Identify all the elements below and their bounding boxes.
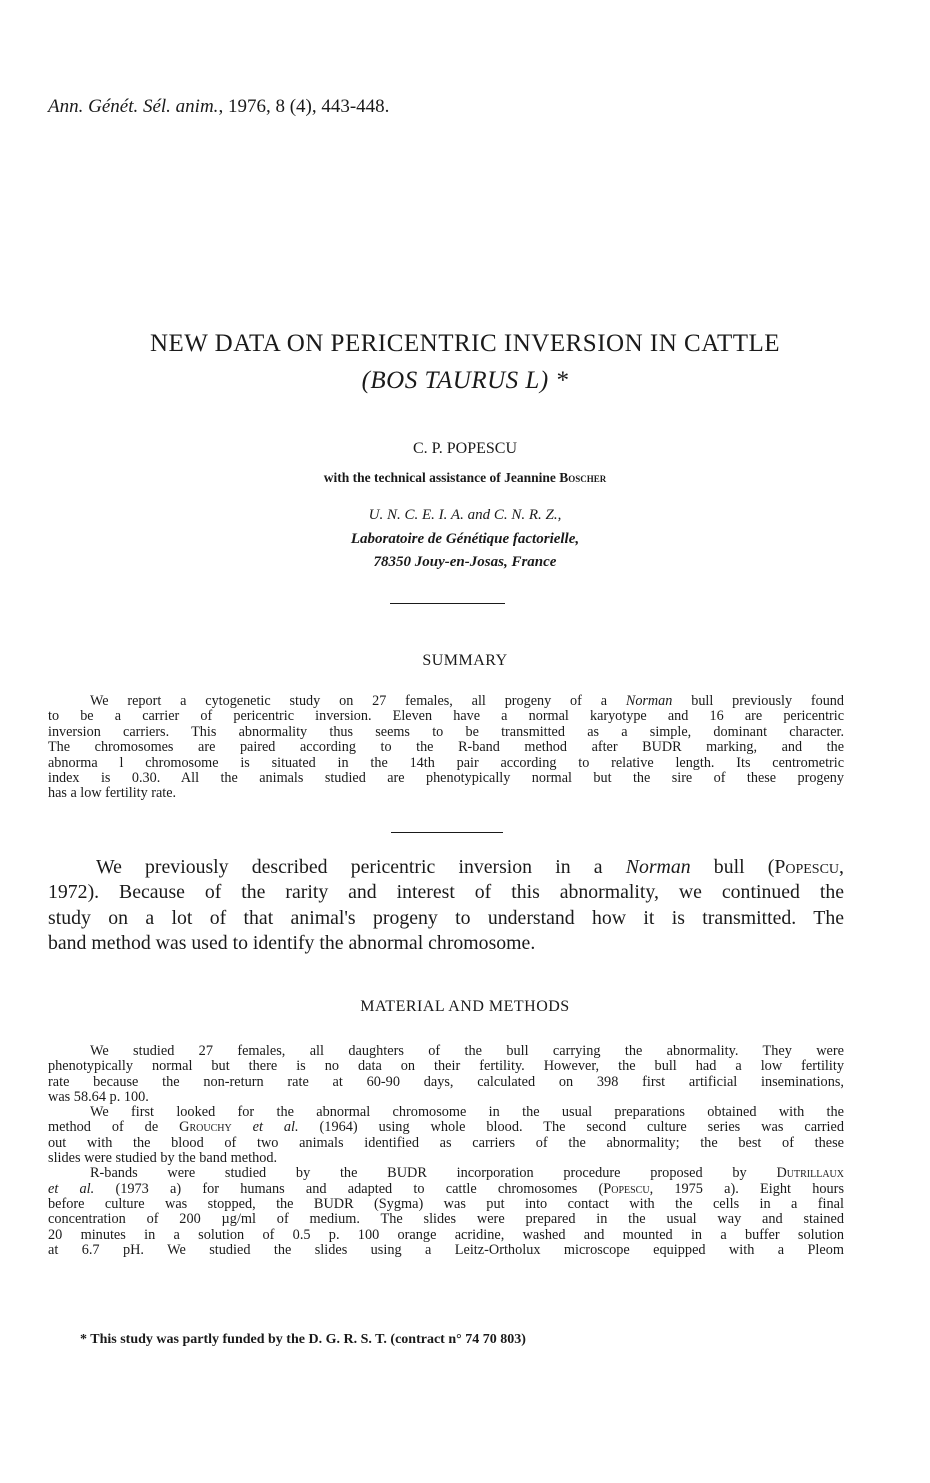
methods-line: out with the blood of two animals identified as carriers of the abnormality; the best of these — [48, 1134, 844, 1151]
separator-rule — [390, 603, 505, 604]
affiliation-line-2: Laboratoire de Génétique factorielle, — [350, 531, 580, 547]
summary-line: inversion carriers. This abnormality thus seems to be transmitted as a simple, dominant character. — [48, 723, 844, 740]
summary-line: to be a carrier of pericentric inversion. Eleven have a normal karyotype and 16 are pericentric — [48, 708, 844, 725]
intro-line: We previously described pericentric inversion in a Norman bull (Popescu, — [96, 856, 844, 878]
assistant-surname: Boscher — [559, 470, 607, 485]
summary-line: index is 0.30. All the animals studied are phenotypically normal but the sire of these progeny — [48, 770, 844, 787]
technical-assistance — [0, 470, 930, 486]
methods-line: phenotypically normal but there is no data on their fertility. However, the bull had a low fertility — [48, 1058, 844, 1075]
paper-title-line-2: (BOS TAURUS L) * — [361, 367, 569, 394]
intro-line: study on a lot of that animal's progeny to understand how it is transmitted. The — [48, 906, 844, 929]
assistance-prefix: with the technical assistance of Jeannine — [323, 470, 560, 485]
summary-heading: SUMMARY — [422, 652, 508, 669]
methods-line: We first looked for the abnormal chromosome in the usual preparations obtained with the — [90, 1104, 844, 1121]
summary-line: has a low fertility rate. — [48, 785, 177, 802]
summary-paragraph — [48, 694, 844, 802]
summary-line: abnorma l chromosome is situated in the 14th pair according to relative length. Its centrometric — [48, 754, 844, 771]
summary-line: We report a cytogenetic study on 27 females, all progeny of a Norman bull previously found — [90, 693, 844, 709]
methods-line: slides were studied by the band method. — [48, 1150, 278, 1167]
intro-paragraph — [48, 855, 844, 956]
affiliation-line-3: 78350 Jouy-en-Josas, France — [373, 554, 557, 570]
methods-line: et al. (1973 a) for humans and adapted to cattle chromosomes (Popescu, 1975 a). Eight hours — [48, 1180, 845, 1197]
journal-reference — [48, 96, 389, 118]
separator-rule — [391, 832, 503, 833]
methods-line: 20 minutes in a solution of 0.5 p. 100 orange acridine, washed and mounted in a buffer solution — [48, 1226, 844, 1243]
summary-line: The chromosomes are paired according to the R-band method after BUDR marking, and the — [48, 739, 844, 756]
methods-line: concentration of 200 µg/ml of medium. The slides were prepared in the usual way and stained — [48, 1211, 844, 1228]
methods-line: We studied 27 females, all daughters of the bull carrying the abnormality. They were — [90, 1043, 844, 1059]
paper-title-line-1: NEW DATA ON PERICENTRIC INVERSION IN CATTLE — [149, 330, 781, 357]
methods-line: R-bands were studied by the BUDR incorporation procedure proposed by Dutrillaux — [90, 1165, 844, 1182]
methods-line: was 58.64 p. 100. — [48, 1088, 149, 1105]
methods-line: at 6.7 pH. We studied the slides using a Leitz-Ortholux microscope equipped with a Pleom — [48, 1241, 844, 1258]
methods-line: before culture was stopped, the BUDR (Sygma) was put into contact with the cells in a final — [48, 1195, 844, 1212]
affiliation-line-1: U. N. C. E. I. A. and C. N. R. Z., — [368, 507, 562, 523]
methods-line: method of de Grouchy et al. (1964) using whole blood. The second culture series was carried — [48, 1119, 845, 1136]
author-name: C. P. POPESCU — [412, 440, 518, 457]
methods-line: rate because the non-return rate at 60-90 days, calculated on 398 first artificial inseminations, — [48, 1073, 844, 1090]
journal-name: Ann. Génét. Sél. anim. — [48, 96, 219, 117]
intro-line: 1972). Because of the rarity and interest of this abnormality, we continued the — [48, 881, 844, 904]
funding-footnote: * This study was partly funded by the D. G. R. S. T. (contract n° 74 70 803) — [80, 1332, 526, 1347]
methods-text — [48, 1044, 844, 1258]
intro-line: band method was used to identify the abnormal chromosome. — [48, 931, 536, 954]
journal-volume-pages: , 1976, 8 (4), 443-448. — [218, 96, 390, 117]
methods-heading: MATERIAL AND METHODS — [360, 998, 570, 1015]
